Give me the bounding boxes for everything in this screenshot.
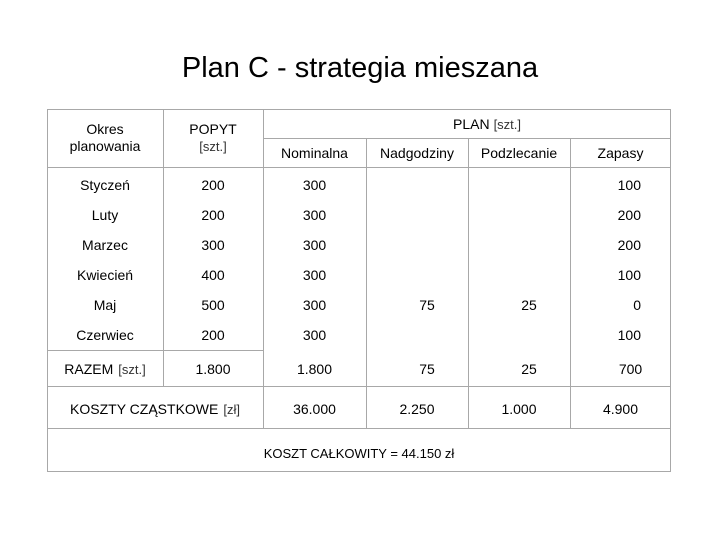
totals-label-unit: [szt.]: [118, 362, 146, 377]
header-period-line1: Okres: [86, 121, 124, 137]
header-period-line2: planowania: [69, 138, 141, 154]
header-plan-label: PLAN: [452, 115, 490, 132]
row-month: Czerwiec: [76, 326, 134, 343]
totals-demand: 1.800: [195, 361, 231, 377]
row-month: Styczeń: [80, 176, 130, 193]
header-plan-unit: [szt.]: [493, 116, 522, 132]
row-nominal: 300: [302, 266, 327, 283]
header-overtime: Nadgodziny: [380, 145, 454, 161]
divider-costs-top: [47, 386, 671, 387]
costs-label-text: KOSZTY CZĄSTKOWE: [70, 400, 219, 417]
row-subcontract: [468, 320, 570, 350]
row-overtime: [366, 230, 468, 260]
row-overtime: 75: [419, 296, 435, 313]
row-stock: 100: [617, 176, 641, 193]
row-nominal: 300: [302, 206, 327, 223]
totals-subcontract: 25: [521, 361, 537, 377]
row-subcontract: [468, 170, 570, 200]
row-nominal: 300: [302, 296, 327, 313]
row-nominal: 300: [302, 326, 327, 343]
row-demand: 200: [201, 326, 225, 343]
costs-overtime: 2.250: [399, 400, 435, 417]
page-title: Plan C - strategia mieszana: [181, 52, 539, 84]
row-demand: 300: [201, 236, 225, 253]
row-nominal: 300: [302, 236, 327, 253]
costs-label-unit: [zł]: [223, 401, 240, 417]
row-subcontract: 25: [521, 296, 537, 313]
totals-label-text: RAZEM: [64, 361, 114, 377]
totals-nominal: 1.800: [296, 361, 333, 377]
header-demand: [163, 112, 263, 164]
row-overtime: [366, 170, 468, 200]
row-overtime: [366, 200, 468, 230]
row-stock: 0: [633, 296, 641, 313]
header-plan: [263, 110, 671, 138]
row-subcontract: [468, 200, 570, 230]
costs-stock: 4.900: [602, 400, 639, 417]
divider-plan-header: [263, 138, 671, 139]
costs-nominal: 36.000: [293, 400, 336, 417]
row-subcontract: [468, 230, 570, 260]
header-demand-line1: POPYT: [189, 121, 237, 137]
row-stock: 100: [617, 266, 641, 283]
totals-overtime: 75: [419, 361, 435, 377]
total-cost: KOSZT CAŁKOWITY = 44.150 zł: [263, 445, 455, 461]
row-overtime: [366, 320, 468, 350]
row-stock: 200: [617, 206, 641, 223]
row-month: Maj: [93, 296, 117, 313]
row-stock: 200: [617, 236, 641, 253]
header-nominal: Nominalna: [281, 145, 348, 161]
row-subcontract: [468, 260, 570, 290]
header-subcontract: Podzlecanie: [480, 145, 558, 161]
totals-label: [47, 353, 163, 386]
row-month: Marzec: [82, 236, 128, 253]
totals-stock: 700: [618, 361, 643, 377]
row-demand: 200: [201, 176, 225, 193]
row-demand: 200: [201, 206, 225, 223]
header-stock: Zapasy: [597, 145, 644, 161]
row-month: Kwiecień: [76, 266, 134, 283]
row-stock: 100: [617, 326, 641, 343]
costs-subcontract: 1.000: [501, 400, 537, 417]
row-demand: 500: [201, 296, 225, 313]
header-demand-line2: [szt.]: [199, 139, 227, 154]
header-period: [47, 112, 163, 164]
divider-summary-top: [47, 428, 671, 429]
divider-totals-top: [47, 350, 263, 351]
row-demand: 400: [201, 266, 225, 283]
row-month: Luty: [91, 206, 119, 223]
row-overtime: [366, 260, 468, 290]
row-nominal: 300: [302, 176, 327, 193]
costs-label: [47, 390, 263, 428]
divider-header-bottom: [47, 167, 671, 168]
